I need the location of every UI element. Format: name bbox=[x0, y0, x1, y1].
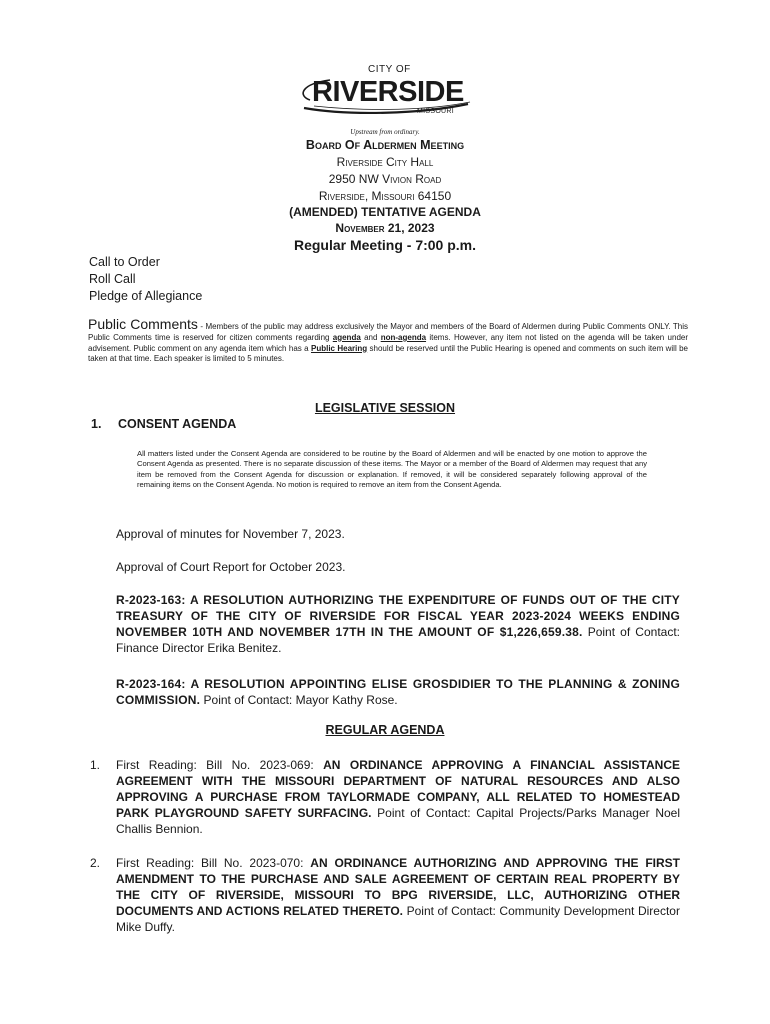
point-of-contact: Point of Contact: Mayor Kathy Rose. bbox=[200, 693, 398, 707]
meeting-date: November 21, 2023 bbox=[335, 221, 435, 235]
agenda-item-number: 2. bbox=[90, 856, 101, 870]
ordinance-title: AN ORDINANCE APPROVING A FINANCIAL ASSISTANCE AGREEMENT WITH THE MISSOURI DEPARTMENT OF NATURAL RESOURCES AND ALSO APPROVING A PURCHASE FROM TAYLORMADE COMPANY, ALL RELATED TO HOMESTEAD PARK PLAYGROUND SAFETY SURFACING. bbox=[116, 758, 680, 820]
agenda-item bbox=[90, 855, 680, 935]
resolution-title: R-2023-164: A RESOLUTION APPOINTING ELISE GROSDIDIER TO THE PLANNING & ZONING COMMISSION. bbox=[116, 677, 680, 707]
opening-list bbox=[89, 254, 202, 305]
consent-item bbox=[116, 676, 680, 708]
meeting-title: Board Of Aldermen Meeting bbox=[305, 138, 465, 152]
regular-agenda-title: REGULAR AGENDA bbox=[325, 723, 445, 737]
legislative-session-title: LEGISLATIVE SESSION bbox=[314, 401, 456, 415]
non-agenda-link[interactable]: non-agenda bbox=[380, 332, 427, 342]
consent-item bbox=[116, 592, 680, 656]
agenda-item bbox=[90, 757, 680, 837]
consent-item-text: Approval of Court Report for October 2023. bbox=[116, 560, 346, 574]
city-state: Riverside, Missouri 64150 bbox=[318, 189, 452, 203]
point-of-contact: Point of Contact: Finance Director Erika Benitez. bbox=[116, 625, 680, 655]
point-of-contact: Point of Contact: Community Development Director Mike Duffy. bbox=[116, 904, 680, 934]
consent-item bbox=[116, 526, 680, 542]
logo-name: RIVERSIDE bbox=[312, 76, 464, 108]
public-comments bbox=[88, 316, 689, 365]
list-item: Pledge of Allegiance bbox=[89, 289, 203, 303]
resolution-title: R-2023-163: A RESOLUTION AUTHORIZING THE EXPENDITURE OF FUNDS OUT OF THE CITY TREASURY OF THE CITY OF RIVERSIDE FOR FISCAL YEAR 2023-2024 WEEKS ENDING NOVEMBER 10TH AND NOVEMBER 17TH IN THE AMOUNT OF $1,226,659.38. bbox=[116, 593, 680, 639]
agenda-item-text bbox=[116, 757, 680, 837]
point-of-contact: Point of Contact: Capital Projects/Parks Manager Noel Challis Bennion. bbox=[116, 806, 680, 836]
public-comments-text: - Members of the public may address exclusively the Mayor and members of the Board of Aldermen during Public Comments ONLY. This Public Comments time is reserved for citizen comments regarding bbox=[88, 322, 689, 342]
venue: Riverside City Hall bbox=[336, 155, 434, 169]
consent-item bbox=[116, 559, 680, 575]
consent-agenda-title: CONSENT AGENDA bbox=[118, 417, 237, 431]
agenda-item-text bbox=[116, 855, 680, 935]
logo-tagline: Upstream from ordinary. bbox=[350, 128, 420, 136]
bill-reading: First Reading: Bill No. 2023-070: bbox=[116, 856, 311, 870]
consent-number: 1. bbox=[91, 417, 102, 431]
logo-state: MISSOURI bbox=[417, 108, 455, 115]
address: 2950 NW Vivion Road bbox=[328, 172, 442, 186]
list-item: Call to Order bbox=[89, 255, 160, 269]
consent-description: All matters listed under the Consent Agenda are considered to be routine by the Board of Aldermen and will be enacted by one motion to approve the Consent Agenda as presented. There is no separate discussion of these items. The Mayor or a member of the Board of Aldermen may request that any item be removed from the Consent Agenda for discussion or explanation. If removed, it will be considered separately following approval of the remaining items on the Consent Agenda. No motion is required to remove an item from the Consent Agenda. bbox=[137, 449, 647, 490]
consent-item-text: Approval of minutes for November 7, 2023. bbox=[116, 527, 345, 541]
ordinance-title: AN ORDINANCE AUTHORIZING AND APPROVING THE FIRST AMENDMENT TO THE PURCHASE AND SALE AGREEMENT OF CERTAIN REAL PROPERTY BY THE CITY OF RIVERSIDE, MISSOURI TO BPG RIVERSIDE, LLC, AUTHORIZING OTHER DOCUMENTS AND ACTIONS RELATED THERETO. bbox=[116, 856, 680, 918]
meeting-type: Regular Meeting - 7:00 p.m. bbox=[293, 237, 477, 253]
agenda-item-number: 1. bbox=[90, 758, 101, 772]
bill-reading: First Reading: Bill No. 2023-069: bbox=[116, 758, 324, 772]
public-comments-text: should be reserved until the Public Hearing is opened and comments on such item will be taken at that time. Each speaker is limited to 5 minutes. bbox=[88, 343, 688, 364]
public-comments-text: items. However, any item not listed on the agenda will be taken under advisement. Public comment on any agenda item which has a bbox=[88, 332, 688, 353]
agenda-link[interactable]: agenda bbox=[332, 332, 361, 342]
public-hearing-link[interactable]: Public Hearing bbox=[310, 343, 368, 353]
logo-city-of: CITY OF bbox=[368, 64, 411, 75]
list-item: Roll Call bbox=[89, 272, 136, 286]
public-comments-text: and bbox=[360, 332, 381, 342]
city-logo bbox=[290, 62, 480, 132]
public-comments-title: Public Comments bbox=[88, 316, 198, 332]
agenda-title: (AMENDED) TENTATIVE AGENDA bbox=[289, 205, 481, 219]
